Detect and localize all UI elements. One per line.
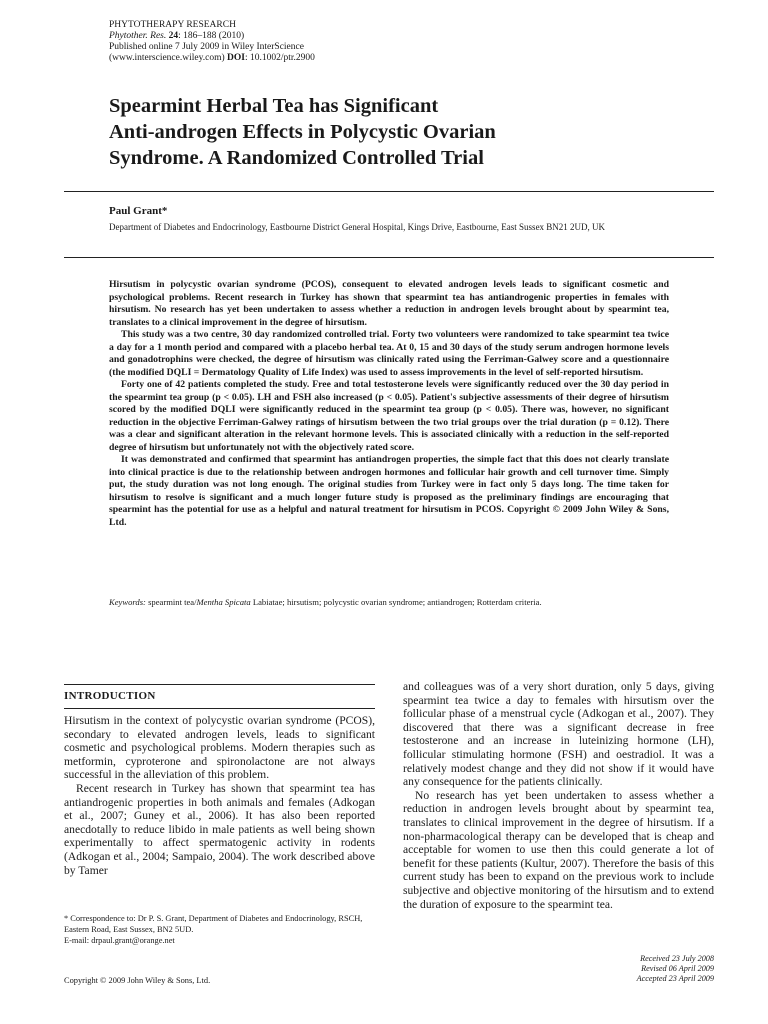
date-received: Received 23 July 2008 — [640, 954, 714, 963]
title-line: Syndrome. A Randomized Controlled Trial — [109, 147, 484, 169]
journal-name: PHYTOTHERAPY RESEARCH — [109, 20, 236, 30]
title-line: Anti-androgen Effects in Polycystic Ovarian — [109, 121, 496, 143]
title-rule — [64, 191, 714, 192]
intro-rule-top — [64, 684, 375, 685]
intro-rule-bottom — [64, 708, 375, 709]
article-title — [109, 93, 669, 171]
abstract-paragraph: Forty one of 42 patients completed the study. Free and total testosterone levels were significantly reduced over the 30 day period in the spearmint tea group (p < 0.05). LH and FSH also increased (p < 0.05). Patient's subjective assessments of their degree of hirsutism scored by the modified DQLI were significantly reduced in the spearmint tea group (p < 0.05). There was, however, no significant reduction in the objective Ferriman-Galwey ratings of hirsutism between the two trial groups over the trial duration (p = 0.12). There was a clear and significant alteration in the relevant hormone levels. This is associated clinically with a reduction in the self-reported degree of hirsutism but unfortunately not with the objectively rated score. — [109, 379, 669, 453]
author-name: Paul Grant* — [109, 205, 168, 217]
keywords — [109, 597, 669, 608]
section-heading-introduction: INTRODUCTION — [64, 690, 156, 702]
citation-volume: 24 — [168, 31, 179, 41]
site-link[interactable]: (www.interscience.wiley.com) — [109, 53, 225, 63]
correspondence-footnote — [64, 913, 375, 946]
body-column-right — [403, 680, 714, 911]
keywords-species: Mentha Spicata — [196, 597, 251, 607]
author-affiliation: Department of Diabetes and Endocrinology, Eastbourne District General Hospital, Kings Drive, Eastbourne, East Sussex BN21 2UD, UK — [109, 222, 606, 232]
author-rule — [64, 257, 714, 258]
citation-line — [109, 31, 315, 42]
journal-header — [109, 20, 315, 64]
abstract-paragraph: It was demonstrated and confirmed that spearmint has antiandrogen properties, the simple fact that this does not clearly translate into clinical practice is due to the relationship between androgen hormones and follicular hair growth and cell turnover time. Simply put, the study duration was not long enough. The original studies from Turkey were in fact only 5 days long. The time taken for hirsutism to resolve is significant and a much longer future study is proposed as the preliminary findings are encouraging that spearmint has the potential for use as a helpful and natural treatment for hirsutism in PCOS. Copyright © 2009 John Wiley & Sons, Ltd. — [109, 454, 669, 528]
abstract-paragraph: Hirsutism in polycystic ovarian syndrome (PCOS), consequent to elevated androgen levels leads to significant cosmetic and psychological problems. Recent research in Turkey has shown that spearmint tea has antiandrogenic properties in females with hirsutism. No research has yet been undertaken to assess whether a reduction in androgen levels brought about by spearmint tea, translates to a clinical improvement in the degree of hirsutism. — [109, 279, 669, 328]
site-doi-line — [109, 53, 315, 64]
keywords-label: Keywords: — [109, 597, 146, 607]
keywords-text-b: Labiatae; hirsutism; polycystic ovarian syndrome; antiandrogen; Rotterdam criteria. — [250, 597, 542, 607]
correspondence-text: * Correspondence to: Dr P. S. Grant, Department of Diabetes and Endocrinology, RSCH, Eastern Road, East Sussex, BN2 5UD. — [64, 914, 363, 934]
date-accepted: Accepted 23 April 2009 — [636, 974, 714, 983]
correspondence-email[interactable]: E-mail: drpaul.grant@orange.net — [64, 936, 175, 945]
published-line: Published online 7 July 2009 in Wiley InterScience — [109, 42, 304, 52]
body-column-left — [64, 714, 375, 877]
body-paragraph: No research has yet been undertaken to assess whether a reduction in androgen levels brought about by spearmint tea, translates to clinical improvement in the degree of hirsutism. If a non-pharmacological therapy can be developed that is cheap and acceptable for women to use then this could generate a lot of benefit for these patients (Kultur, 2007). Therefore the basis of this current study has been to expand on the previous work to include subjective and objective monitoring of the hirsutism and to extend the duration of exposure to the spearmint tea. — [403, 788, 714, 911]
citation-journal: Phytother. Res. — [109, 31, 167, 41]
body-paragraph: Hirsutism in the context of polycystic ovarian syndrome (PCOS), secondary to elevated androgen levels, leads to significant cosmetic and psychological problems. Modern therapies such as metformin, cyproterone and spironolactone are not always successful in the alleviation of this problem. — [64, 714, 375, 782]
body-paragraph: and colleagues was of a very short duration, only 5 days, giving spearmint tea twice a day to females with hirsutism over the follicular phase of a menstrual cycle (Adkogan et al., 2007). They discovered that there was a significant decrease in free testosterone and an increase in luteinizing hormone (LH), follicular stimulating hormone (FSH) and oestradiol. It was a relatively modest change and they did not show if it would have any consequence for the patients clinically. — [403, 680, 714, 789]
article-dates — [560, 954, 714, 984]
citation-pages: : 186–188 (2010) — [178, 31, 245, 41]
copyright-notice: Copyright © 2009 John Wiley & Sons, Ltd. — [64, 976, 211, 985]
doi-label: DOI — [227, 53, 245, 63]
body-paragraph: Recent research in Turkey has shown that spearmint tea has antiandrogenic properties in both animals and females (Adkogan et al., 2007; Guney et al., 2006). It has also been reported anecdotally to reduce libido in male patients as well being shown experimentally to affect spermatogenic activity in rodents (Adkogan et al., 2004; Sampaio, 2004). The work described above by Tamer — [64, 781, 375, 877]
keywords-text-a: spearmint tea/ — [145, 597, 197, 607]
date-revised: Revised 06 April 2009 — [641, 964, 714, 973]
title-line: Spearmint Herbal Tea has Significant — [109, 95, 439, 117]
abstract-paragraph: This study was a two centre, 30 day randomized controlled trial. Forty two volunteers were randomized to take spearmint tea twice a day for a 1 month period and compared with a placebo herbal tea. At 0, 15 and 30 days of the study serum androgen hormone levels and gonadotrophins were checked, the degree of hirsutism was clinically rated using the Ferriman-Galwey score and a questionnaire (the modified DQLI = Dermatology Quality of Life Index) was used to assess improvements in the level of self-reported hirsutism. — [109, 329, 669, 378]
abstract — [109, 279, 669, 529]
doi-value[interactable]: : 10.1002/ptr.2900 — [244, 53, 315, 63]
